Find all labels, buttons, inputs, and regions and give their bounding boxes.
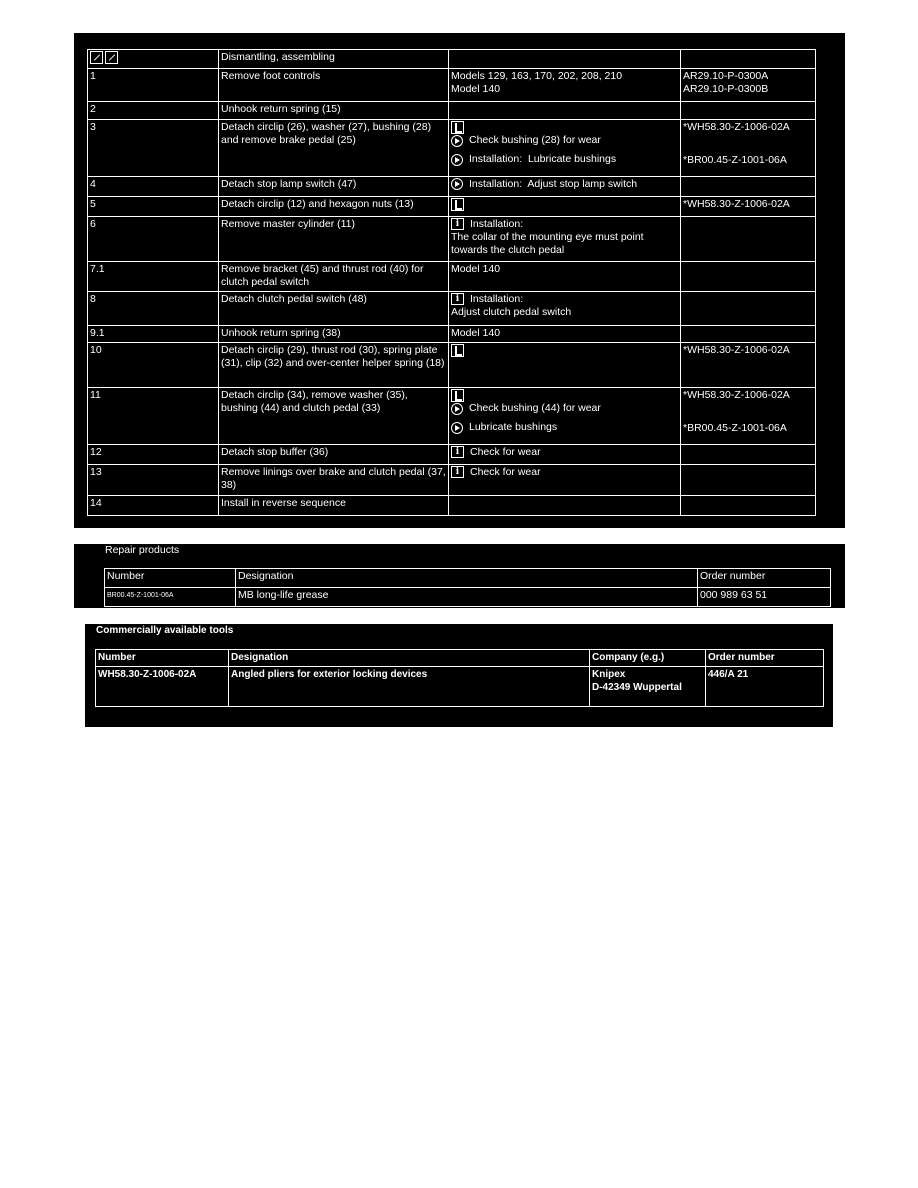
ref-link[interactable]: *WH58.30-Z-1006-02A bbox=[681, 197, 816, 217]
header-icons bbox=[88, 50, 219, 69]
tools-table bbox=[95, 649, 824, 707]
procedure-table bbox=[87, 49, 816, 516]
ref-link[interactable]: AR29.10-P-0300B bbox=[683, 83, 769, 95]
book-icon[interactable] bbox=[451, 198, 464, 211]
book-icon[interactable] bbox=[451, 121, 464, 134]
collapse-icon[interactable] bbox=[105, 51, 118, 64]
book-icon[interactable] bbox=[451, 344, 464, 357]
ref-link[interactable]: AR29.10-P-0300A bbox=[683, 70, 769, 82]
info-icon: i bbox=[451, 293, 464, 305]
ref-link[interactable]: *WH58.30-Z-1006-02A bbox=[681, 343, 816, 388]
expand-icon[interactable] bbox=[90, 51, 103, 64]
table-row: 3 Detach circlip (26), washer (27), bushing (28) and remove brake pedal (25) Check bushing (28) for wear Installation: Lubricate bushings *WH58.30-Z-1006-02A *BR00.45-Z-1001-06A bbox=[88, 120, 816, 177]
table-row: 8 Detach clutch pedal switch (48) i Installation: Adjust clutch pedal switch bbox=[88, 292, 816, 326]
tools-panel bbox=[85, 624, 833, 727]
repair-products-title: Repair products bbox=[105, 544, 180, 556]
table-row: WH58.30-Z-1006-02A Angled pliers for exterior locking devices Knipex D-42349 Wuppertal 446/A 21 bbox=[96, 667, 824, 707]
cycle-icon bbox=[451, 135, 463, 147]
table-row: 11 Detach circlip (34), remove washer (35), bushing (44) and clutch pedal (33) Check bushing (44) for wear Lubricate bushings *WH58.30-Z-1006-02A *BR00.45-Z-1001-06A bbox=[88, 388, 816, 445]
ref-link[interactable]: *WH58.30-Z-1006-02A bbox=[683, 389, 790, 401]
ref-link[interactable]: *BR00.45-Z-1001-06A bbox=[683, 154, 787, 166]
table-row: 7.1 Remove bracket (45) and thrust rod (40) for clutch pedal switch Model 140 bbox=[88, 262, 816, 292]
info-icon: i bbox=[451, 446, 464, 458]
table-row: 6 Remove master cylinder (11) i Installation: The collar of the mounting eye must point towards the clutch pedal bbox=[88, 217, 816, 262]
info-icon: i bbox=[451, 466, 464, 478]
tools-title: Commercially available tools bbox=[96, 625, 234, 636]
table-row: 1 Remove foot controls Models 129, 163, 170, 202, 208, 210 Model 140 AR29.10-P-0300A AR29.10-P-0300B bbox=[88, 69, 816, 102]
cycle-icon bbox=[451, 154, 463, 166]
procedure-panel bbox=[74, 33, 845, 528]
repair-products-table bbox=[104, 568, 831, 607]
table-row: 12 Detach stop buffer (36) i Check for wear bbox=[88, 445, 816, 465]
cycle-icon bbox=[451, 403, 463, 415]
table-row: 13 Remove linings over brake and clutch pedal (37, 38) i Check for wear bbox=[88, 465, 816, 496]
table-row: 10 Detach circlip (29), thrust rod (30), spring plate (31), clip (32) and over-center helper spring (18) *WH58.30-Z-1006-02A bbox=[88, 343, 816, 388]
table-header-row: Number Designation Company (e.g.) Order number bbox=[96, 650, 824, 667]
table-row: 9.1 Unhook return spring (38) Model 140 bbox=[88, 326, 816, 343]
cycle-icon bbox=[451, 422, 463, 434]
table-row: 5 Detach circlip (12) and hexagon nuts (13) *WH58.30-Z-1006-02A bbox=[88, 197, 816, 217]
info-icon: i bbox=[451, 218, 464, 230]
book-icon[interactable] bbox=[451, 389, 464, 402]
table-row: 2 Unhook return spring (15) bbox=[88, 102, 816, 120]
table-header-row bbox=[88, 50, 816, 69]
table-row: 14 Install in reverse sequence bbox=[88, 496, 816, 516]
ref-link[interactable]: *BR00.45-Z-1001-06A bbox=[683, 422, 787, 434]
table-row: BR00.45-Z-1001-06A MB long-life grease 000 989 63 51 bbox=[105, 588, 831, 607]
table-header-row: Number Designation Order number bbox=[105, 569, 831, 588]
cycle-icon bbox=[451, 178, 463, 190]
table-row: 4 Detach stop lamp switch (47) Installation: Adjust stop lamp switch bbox=[88, 177, 816, 197]
ref-link[interactable]: *WH58.30-Z-1006-02A bbox=[683, 121, 790, 133]
repair-products-panel bbox=[74, 544, 845, 608]
header-title: Dismantling, assembling bbox=[219, 50, 449, 69]
